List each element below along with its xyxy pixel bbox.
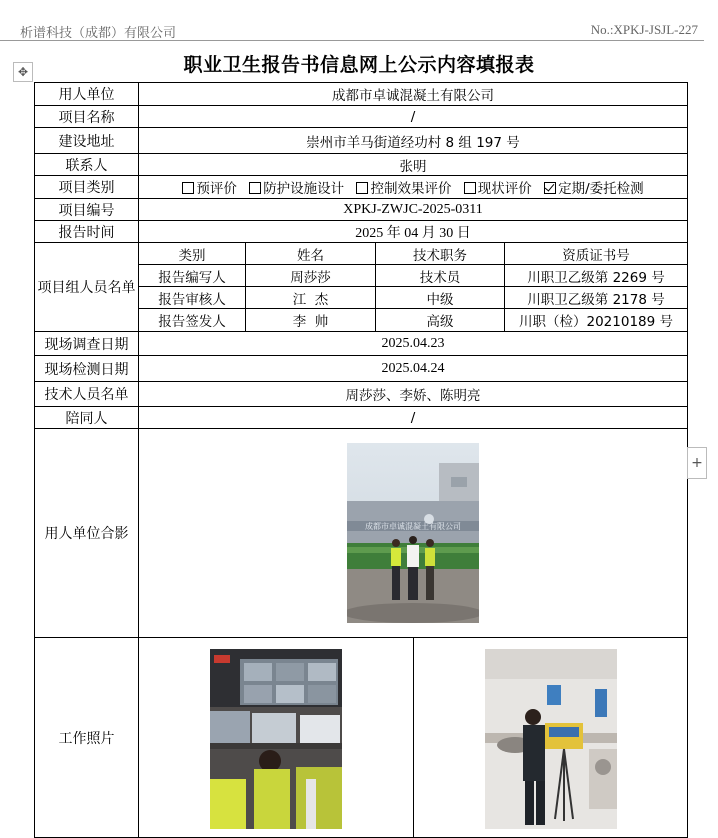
option-protection-design[interactable]: 防护设施设计: [249, 181, 344, 197]
project-name-value[interactable]: /: [139, 106, 688, 128]
project-name-label: 项目名称: [35, 106, 139, 128]
team-cert[interactable]: 川职卫乙级第 2269 号: [505, 265, 688, 287]
sign-text: 成都市卓诚混凝土有限公司: [365, 522, 462, 531]
work-photos-label: 工作照片: [35, 638, 139, 838]
report-time-value[interactable]: 2025 年 04 月 30 日: [139, 221, 688, 243]
team-role[interactable]: 报告审核人: [139, 287, 246, 309]
project-type-label: 项目类别: [35, 176, 139, 199]
group-photo-cell: [139, 429, 688, 638]
project-no-value[interactable]: XPKJ-ZWJC-2025-0311: [139, 199, 688, 221]
team-label: 项目组人员名单: [35, 243, 139, 332]
team-cert[interactable]: 川职卫乙级第 2178 号: [505, 287, 688, 309]
escort-value[interactable]: /: [139, 407, 688, 429]
checked-checkbox-icon[interactable]: [544, 182, 556, 194]
checkbox-icon[interactable]: [464, 182, 476, 194]
work-photo-cell-2: [414, 638, 688, 838]
project-no-label: 项目编号: [35, 199, 139, 221]
test-date-value[interactable]: 2025.04.24: [139, 356, 688, 382]
address-value[interactable]: 崇州市羊马街道经功村 8 组 197 号: [139, 128, 688, 154]
test-date-label: 现场检测日期: [35, 356, 139, 382]
team-name[interactable]: 江 杰: [246, 287, 376, 309]
contact-label: 联系人: [35, 154, 139, 176]
page-title: 职业卫生报告书信息网上公示内容填报表: [183, 54, 535, 76]
employer-value[interactable]: 成都市卓诚混凝土有限公司: [139, 83, 688, 106]
checkbox-icon[interactable]: [356, 182, 368, 194]
project-type-options: [139, 176, 688, 199]
report-time-label: 报告时间: [35, 221, 139, 243]
employer-label: 用人单位: [35, 83, 139, 106]
survey-date-value[interactable]: 2025.04.23: [139, 332, 688, 356]
escort-label: 陪同人: [35, 407, 139, 429]
team-role[interactable]: 报告编写人: [139, 265, 246, 287]
info-form-table: [34, 82, 688, 838]
option-periodic-testing[interactable]: 定期/委托检测: [544, 181, 644, 197]
team-header-name: 姓名: [246, 243, 376, 265]
survey-date-label: 现场调查日期: [35, 332, 139, 356]
contact-value[interactable]: 张明: [139, 154, 688, 176]
document-number: No.:XPKJ-JSJL-227: [590, 22, 698, 37]
option-control-evaluation[interactable]: 控制效果评价: [356, 181, 451, 197]
option-status-evaluation[interactable]: 现状评价: [464, 181, 532, 197]
add-column-icon[interactable]: +: [687, 447, 707, 479]
group-photo-image[interactable]: [347, 443, 479, 623]
team-name[interactable]: 周莎莎: [246, 265, 376, 287]
checkbox-icon[interactable]: [182, 182, 194, 194]
team-header-role: 类别: [139, 243, 246, 265]
table-move-handle-icon[interactable]: ✥: [13, 62, 33, 82]
team-name[interactable]: 李 帅: [246, 309, 376, 332]
technicians-value[interactable]: 周莎莎、李娇、陈明亮: [139, 382, 688, 407]
technicians-label: 技术人员名单: [35, 382, 139, 407]
team-header-cert: 资质证书号: [505, 243, 688, 265]
team-role[interactable]: 报告签发人: [139, 309, 246, 332]
option-pre-evaluation[interactable]: 预评价: [182, 181, 237, 197]
company-header: 析谱科技（成都）有限公司: [20, 26, 177, 41]
address-label: 建设地址: [35, 128, 139, 154]
work-photo-sampling[interactable]: [485, 649, 617, 829]
work-photo-cell-1: [139, 638, 414, 838]
checkbox-icon[interactable]: [249, 182, 261, 194]
team-title[interactable]: 高级: [376, 309, 505, 332]
header-divider: [0, 40, 704, 41]
team-header-title: 技术职务: [376, 243, 505, 265]
team-title[interactable]: 中级: [376, 287, 505, 309]
group-photo-label: 用人单位合影: [35, 429, 139, 638]
team-title[interactable]: 技术员: [376, 265, 505, 287]
work-photo-control-room[interactable]: [210, 649, 342, 829]
team-cert[interactable]: 川职（检）20210189 号: [505, 309, 688, 332]
